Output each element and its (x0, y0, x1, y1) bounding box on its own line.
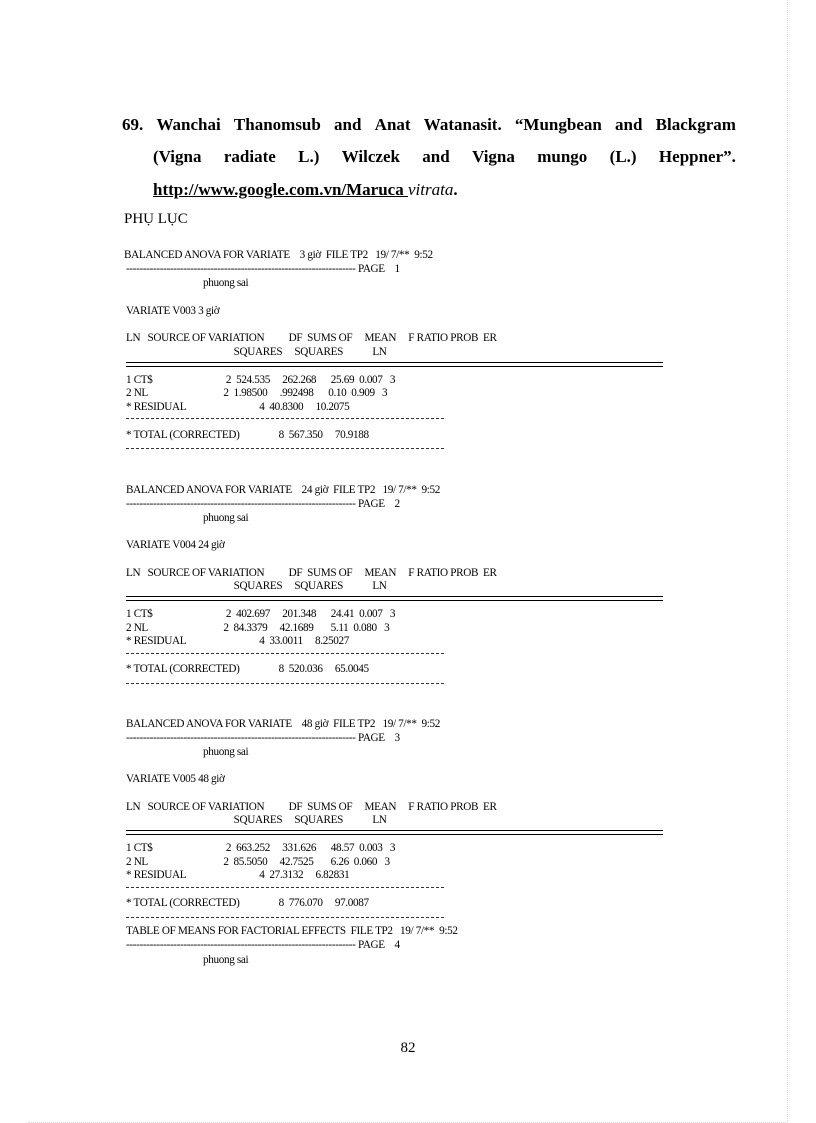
page-rule: -------------------------------------------------------------------- PAGE 4 (126, 939, 400, 951)
anova-row: 2 NL 2 1.98500 .992498 0.10 0.909 3 (126, 387, 388, 399)
ref-word: Blackgram (655, 115, 736, 134)
ref-word: Watanasit. (423, 115, 502, 134)
ref-word: and (615, 115, 643, 134)
author: phuong sai (203, 746, 249, 758)
reference-italic: vitrata (407, 180, 454, 199)
ref-word: and (334, 115, 362, 134)
reference-line-2 (153, 147, 736, 167)
ref-word: mungo (537, 147, 588, 166)
reference-end: . (453, 180, 458, 199)
ref-word: (Vigna (153, 147, 202, 166)
ref-word: Heppner”. (658, 147, 736, 166)
ref-word: Wanchai (156, 115, 221, 134)
anova-row: 1 CT$ 2 402.697 201.348 24.41 0.007 3 (126, 608, 396, 620)
anova-total: * TOTAL (CORRECTED) 8 567.350 70.9188 (126, 429, 369, 441)
page-rule: -------------------------------------------------------------------- PAGE 2 (126, 498, 400, 510)
ref-word: “Mungbean (514, 115, 602, 134)
column-header-2: SQUARES SQUARES LN (126, 346, 387, 358)
anova-row: 2 NL 2 84.3379 42.1689 5.11 0.080 3 (126, 622, 390, 634)
ref-word: Wilczek (341, 147, 400, 166)
anova-row: 1 CT$ 2 663.252 331.626 48.57 0.003 3 (126, 842, 396, 854)
anova-total: * TOTAL (CORRECTED) 8 776.070 97.0087 (126, 897, 369, 909)
anova-row: 1 CT$ 2 524.535 262.268 25.69 0.007 3 (126, 374, 396, 386)
reference-link[interactable]: http://www.google.com.vn/Maruca (153, 180, 408, 199)
column-header-2: SQUARES SQUARES LN (126, 814, 387, 826)
ref-word: (L.) (609, 147, 637, 166)
ref-word: Thanomsub (233, 115, 321, 134)
double-rule (126, 362, 663, 367)
anova-row: * RESIDUAL 4 40.8300 10.2075 (126, 401, 350, 413)
author: phuong sai (203, 277, 249, 289)
ref-word: L.) (298, 147, 320, 166)
dash-rule (126, 653, 444, 654)
anova-header: BALANCED ANOVA FOR VARIATE 24 giờ FILE TP2 19/ 7/** 9:52 (126, 484, 441, 496)
ref-word: Anat (374, 115, 411, 134)
double-rule (126, 596, 663, 601)
dash-rule (126, 418, 444, 419)
means-header: TABLE OF MEANS FOR FACTORIAL EFFECTS FILE TP2 19/ 7/** 9:52 (126, 925, 458, 937)
ref-word: Vigna (472, 147, 515, 166)
page-frame (28, 0, 788, 1123)
anova-row: 2 NL 2 85.5050 42.7525 6.26 0.060 3 (126, 856, 390, 868)
variate-label: VARIATE V003 3 giờ (126, 305, 220, 317)
variate-label: VARIATE V004 24 giờ (126, 539, 225, 551)
dash-rule (126, 887, 444, 888)
anova-row: * RESIDUAL 4 27.3132 6.82831 (126, 869, 350, 881)
dash-rule (126, 683, 444, 684)
anova-header: BALANCED ANOVA FOR VARIATE 3 giờ FILE TP2 19/ 7/** 9:52 (124, 249, 433, 261)
page-number: 82 (400, 1040, 416, 1056)
column-header-1: LN SOURCE OF VARIATION DF SUMS OF MEAN F RATIO PROB ER (126, 801, 497, 813)
dash-rule (126, 917, 444, 918)
ref-word: radiate (223, 147, 276, 166)
reference-number: 69. (122, 115, 144, 134)
anova-header: BALANCED ANOVA FOR VARIATE 48 giờ FILE TP2 19/ 7/** 9:52 (126, 718, 441, 730)
appendix-title: PHỤ LỤC (124, 211, 188, 227)
ref-word: and (422, 147, 450, 166)
author: phuong sai (203, 954, 249, 966)
column-header-1: LN SOURCE OF VARIATION DF SUMS OF MEAN F RATIO PROB ER (126, 567, 497, 579)
double-rule (126, 830, 663, 835)
anova-total: * TOTAL (CORRECTED) 8 520.036 65.0045 (126, 663, 369, 675)
anova-row: * RESIDUAL 4 33.0011 8.25027 (126, 635, 349, 647)
reference-line-3 (153, 180, 458, 200)
author: phuong sai (203, 512, 249, 524)
reference-line-1 (122, 115, 736, 135)
variate-label: VARIATE V005 48 giờ (126, 773, 225, 785)
page-rule: -------------------------------------------------------------------- PAGE 1 (126, 263, 400, 275)
column-header-2: SQUARES SQUARES LN (126, 580, 387, 592)
column-header-1: LN SOURCE OF VARIATION DF SUMS OF MEAN F RATIO PROB ER (126, 332, 497, 344)
dash-rule (126, 448, 444, 449)
page-rule: -------------------------------------------------------------------- PAGE 3 (126, 732, 400, 744)
